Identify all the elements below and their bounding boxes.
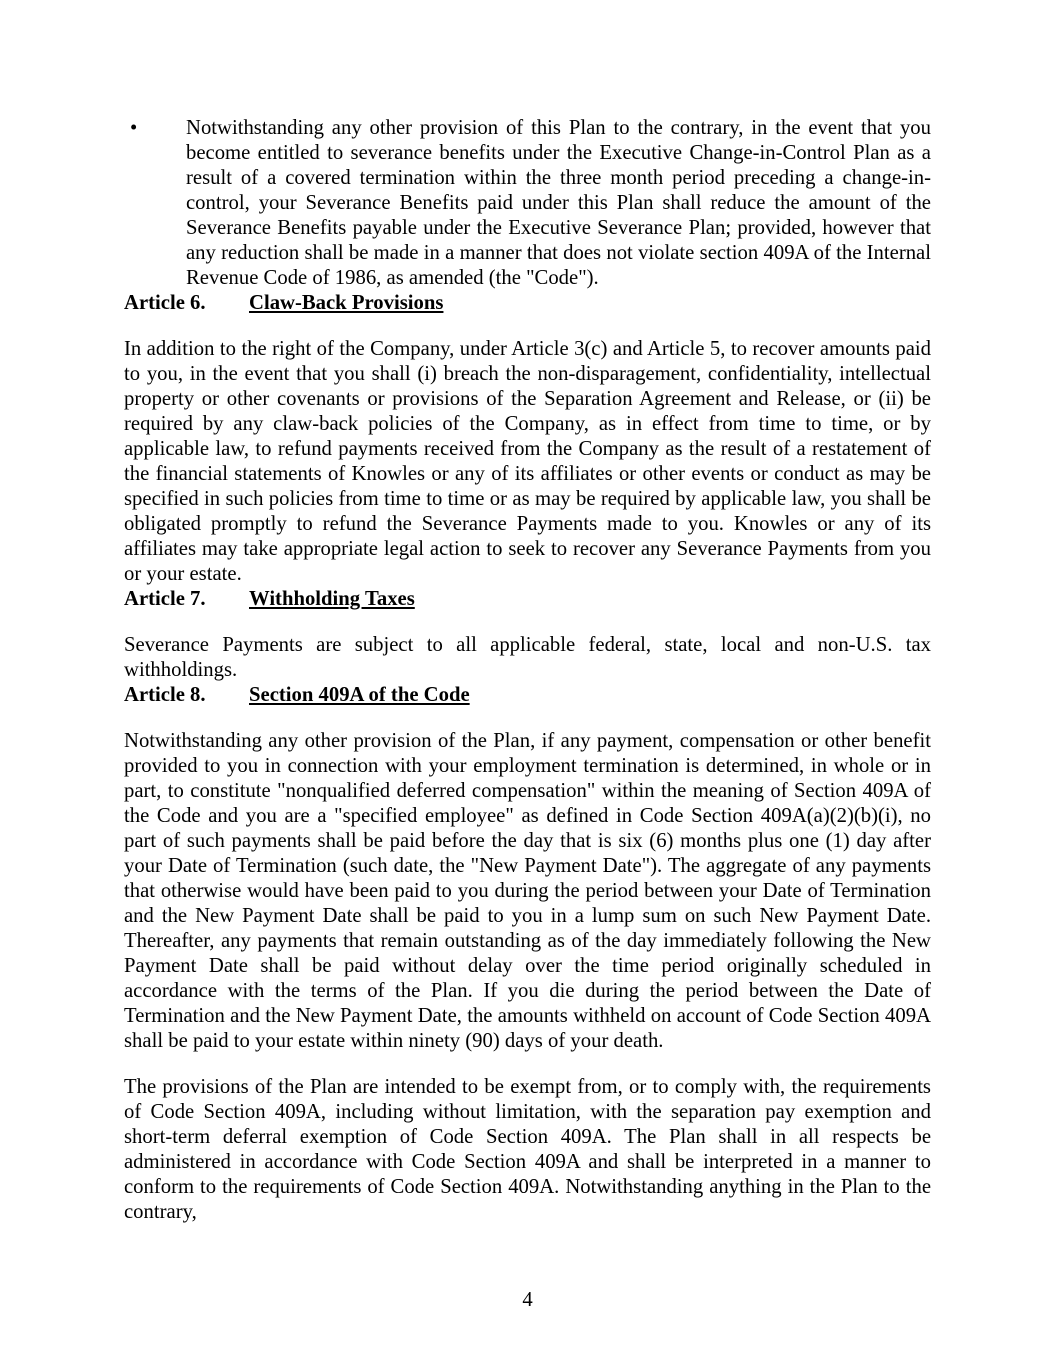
article-7-label: Article 7. [124,588,206,610]
page-number: 4 [522,1289,533,1311]
article-7-title: Withholding Taxes [249,588,415,610]
bullet-item-text: Notwithstanding any other provision of this Plan to the contrary, in the event that you become entitled to severance benefits under the Executive Change-in-Control Plan as a result of a covered termination within the three month period preceding a change-in-control, your Severance Benefits paid under this Plan shall reduce the amount of the Severance Benefits payable under the Executive Severance Plan; provided, however that any reduction shall be made in a manner that does not violate section 409A of the Internal Revenue Code of 1986, as amended (the "Code"). [186,117,931,289]
article-6-section [124,291,931,587]
article-6-paragraph: In addition to the right of the Company, under Article 3(c) and Article 5, to recover amounts paid to you, in the event that you shall (i) breach the non-disparagement, confidentiality, intellectual property or other covenants or provisions of the Separation Agreement and Release, or (ii) be required by any claw-back policies of the Company, as in effect from time to time, or by applicable law, to refund payments received from the Company as the result of a restatement of the financial statements of Knowles or any of its affiliates or other events or conduct as may be specified in such policies from time to time or as may be required by applicable law, you shall be obligated promptly to refund the Severance Payments made to you. Knowles or any of its affiliates may take appropriate legal action to seek to recover any Severance Payments from you or your estate. [124,338,931,585]
bullet-list-item [124,116,931,291]
article-6-label: Article 6. [124,292,206,314]
bullet-marker: • [130,117,138,139]
article-8-title: Section 409A of the Code [249,684,470,706]
article-7-section [124,587,931,683]
article-8-paragraph-1: Notwithstanding any other provision of the Plan, if any payment, compensation or other benefit provided to you in connection with your employment termination is determined, in whole or in part, to constitute "nonqualified deferred compensation" within the meaning of Section 409A of the Code and you are a "specified employee" as defined in Code Section 409A(a)(2)(b)(i), no part of such payments shall be paid before the day that is six (6) months plus one (1) day after your Date of Termination (such date, the "New Payment Date"). The aggregate of any payments that otherwise would have been paid to you during the period between your Date of Termination and the New Payment Date shall be paid to you in a lump sum on such New Payment Date. Thereafter, any payments that remain outstanding as of the day immediately following the New Payment Date shall be paid without delay over the time period originally scheduled in accordance with the terms of the Plan. If you die during the period between the Date of Termination and the New Payment Date, the amounts withheld on account of Code Section 409A shall be paid to your estate within ninety (90) days of your death. [124,730,931,1052]
article-7-heading [124,587,931,612]
article-6-heading [124,291,931,316]
article-6-title: Claw-Back Provisions [249,292,444,314]
article-8-paragraph-2: The provisions of the Plan are intended to be exempt from, or to comply with, the requirements of Code Section 409A, including without limitation, with the separation pay exemption and short-term deferral exemption of Code Section 409A. The Plan shall in all respects be administered in accordance with Code Section 409A and shall be interpreted in a manner to conform to the requirements of Code Section 409A. Notwithstanding anything in the Plan to the contrary, [124,1076,931,1223]
article-7-paragraph: Severance Payments are subject to all applicable federal, state, local and non-U.S. tax withholdings. [124,634,931,681]
article-8-label: Article 8. [124,684,206,706]
article-8-section [124,683,931,1225]
article-8-heading [124,683,931,708]
